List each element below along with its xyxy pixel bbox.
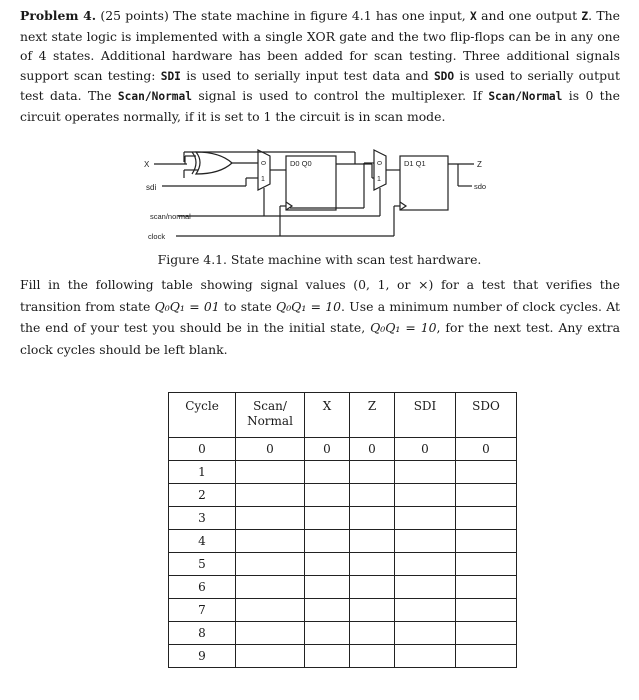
table-header-row: [169, 393, 517, 438]
cell-scan-normal[interactable]: [236, 553, 305, 576]
cell-sdi[interactable]: 0: [395, 438, 456, 461]
signal-sdi: SDI: [160, 69, 181, 83]
xor-input-arc: [192, 152, 196, 174]
cell-x[interactable]: [305, 484, 350, 507]
table-row: [169, 599, 517, 622]
cell-sdo[interactable]: [456, 507, 517, 530]
cell-cycle: 0: [169, 438, 236, 461]
instructions-text-3: . Use a minimum number of clock cycles. At the end of your test you should be in the initial state,: [20, 298, 620, 336]
header-sdo: SDO: [456, 393, 517, 438]
cell-z[interactable]: [350, 622, 395, 645]
cell-sdo[interactable]: [456, 645, 517, 668]
label-z: Z: [477, 160, 482, 169]
cell-z[interactable]: [350, 484, 395, 507]
instructions-text-1: Fill in the following table showing signal values (0, 1, or ×) for a test that verifies the transition from state: [20, 277, 620, 314]
cell-sdo[interactable]: [456, 553, 517, 576]
problem-text-3: . The next state logic is implemented with a single XOR gate and the two flip-flops can be in any one of 4 states. Additional hardware has been added for scan testing. Three additional signals support scan testing:: [20, 8, 620, 83]
label-ff0: D0 Q0: [290, 159, 312, 168]
cell-sdo[interactable]: [456, 599, 517, 622]
cell-z[interactable]: [350, 461, 395, 484]
header-sdi: SDI: [395, 393, 456, 438]
instructions-text-2: to state: [223, 298, 272, 314]
mux1-1: 1: [261, 176, 265, 183]
cell-scan-normal[interactable]: [236, 507, 305, 530]
cell-sdi[interactable]: [395, 484, 456, 507]
label-sdi: sdi: [146, 183, 157, 192]
cell-scan-normal[interactable]: [236, 599, 305, 622]
cell-scan-normal[interactable]: [236, 576, 305, 599]
cell-sdi[interactable]: [395, 576, 456, 599]
mux1-0: 0: [259, 161, 266, 165]
table-row: [169, 461, 517, 484]
cell-scan-normal[interactable]: [236, 484, 305, 507]
problem-text-5: is used to serially output test data. The: [20, 67, 620, 104]
cell-sdo[interactable]: [456, 484, 517, 507]
cell-sdi[interactable]: [395, 507, 456, 530]
cell-cycle: 2: [169, 484, 236, 507]
problem-text-2: and one output: [481, 8, 578, 23]
cell-sdi[interactable]: [395, 645, 456, 668]
table-row: [169, 484, 517, 507]
cell-sdo[interactable]: [456, 461, 517, 484]
cell-z[interactable]: [350, 576, 395, 599]
cell-cycle: 1: [169, 461, 236, 484]
cell-x[interactable]: [305, 461, 350, 484]
cell-x[interactable]: [305, 622, 350, 645]
label-clock: clock: [148, 232, 166, 241]
mux-2: [374, 150, 386, 190]
cell-cycle: 5: [169, 553, 236, 576]
header-x: X: [305, 393, 350, 438]
state-init: Q₀Q₁ = 10: [370, 320, 437, 336]
cell-cycle: 3: [169, 507, 236, 530]
problem-text-7: is 0 the circuit operates normally, if it is set to 1 the circuit is in scan mode.: [20, 88, 620, 124]
cell-sdo[interactable]: [456, 530, 517, 553]
header-z: Z: [350, 393, 395, 438]
signal-z: Z: [581, 10, 589, 23]
table-row: [169, 553, 517, 576]
instructions: [20, 274, 620, 360]
signal-table: [168, 392, 517, 668]
cell-scan-normal[interactable]: 0: [236, 438, 305, 461]
table-row: [169, 438, 517, 461]
cell-x[interactable]: 0: [305, 438, 350, 461]
cell-z[interactable]: [350, 645, 395, 668]
cell-sdo[interactable]: [456, 576, 517, 599]
problem-statement: [20, 6, 620, 127]
signal-scan-normal: Scan/Normal: [117, 90, 193, 104]
circuit-diagram: [140, 148, 500, 248]
problem-label: Problem 4.: [20, 8, 97, 23]
state-from: Q₀Q₁ = 01: [154, 298, 220, 314]
header-scan-normal: [236, 393, 305, 438]
cell-sdo[interactable]: [456, 622, 517, 645]
circuit-svg: [140, 148, 500, 248]
cell-cycle: 6: [169, 576, 236, 599]
cell-z[interactable]: 0: [350, 438, 395, 461]
state-to: Q₀Q₁ = 10: [276, 298, 342, 314]
table-row: [169, 576, 517, 599]
cell-x[interactable]: [305, 599, 350, 622]
cell-sdo[interactable]: 0: [456, 438, 517, 461]
table-row: [169, 530, 517, 553]
cell-sdi[interactable]: [395, 553, 456, 576]
figure-caption: Figure 4.1. State machine with scan test hardware.: [157, 252, 482, 267]
mux2-1: 1: [377, 176, 381, 183]
header-scan-normal-text: Scan/ Normal: [247, 399, 293, 428]
cell-cycle: 8: [169, 622, 236, 645]
table-body: [169, 438, 517, 668]
cell-x[interactable]: [305, 553, 350, 576]
problem-text-6: signal is used to control the multiplexer. If: [198, 88, 482, 104]
cell-scan-normal[interactable]: [236, 645, 305, 668]
label-scan-normal: scan/normal: [150, 212, 191, 221]
cell-scan-normal[interactable]: [236, 622, 305, 645]
mux-1: [258, 150, 270, 190]
problem-text-4: is used to serially input test data and: [186, 67, 429, 83]
cell-z[interactable]: [350, 530, 395, 553]
cell-scan-normal[interactable]: [236, 530, 305, 553]
cell-x[interactable]: [305, 645, 350, 668]
cell-cycle: 7: [169, 599, 236, 622]
cell-x[interactable]: [305, 576, 350, 599]
signal-sdo: SDO: [433, 69, 455, 83]
problem-points: (25 points): [100, 8, 169, 23]
mux2-0: 0: [375, 161, 382, 165]
label-sdo: sdo: [474, 182, 487, 191]
cell-sdi[interactable]: [395, 599, 456, 622]
signal-x: X: [470, 10, 477, 23]
label-ff1: D1 Q1: [404, 159, 426, 168]
cell-x[interactable]: [305, 507, 350, 530]
problem-text-1: The state machine in figure 4.1 has one input,: [173, 8, 466, 23]
cell-scan-normal[interactable]: [236, 461, 305, 484]
signal-scan-normal-2: Scan/Normal: [488, 90, 563, 104]
cell-z[interactable]: [350, 507, 395, 530]
instructions-text-4: , for the next test. Any extra clock cycles should be left blank.: [20, 320, 620, 357]
cell-sdi[interactable]: [395, 622, 456, 645]
cell-sdi[interactable]: [395, 530, 456, 553]
cell-cycle: 4: [169, 530, 236, 553]
cell-z[interactable]: [350, 553, 395, 576]
table-row: [169, 507, 517, 530]
xor-gate: [196, 152, 232, 174]
table-row: [169, 622, 517, 645]
cell-sdi[interactable]: [395, 461, 456, 484]
label-x: X: [144, 160, 150, 169]
header-cycle: Cycle: [169, 393, 236, 438]
cell-cycle: 9: [169, 645, 236, 668]
cell-x[interactable]: [305, 530, 350, 553]
cell-z[interactable]: [350, 599, 395, 622]
table-row: [169, 645, 517, 668]
